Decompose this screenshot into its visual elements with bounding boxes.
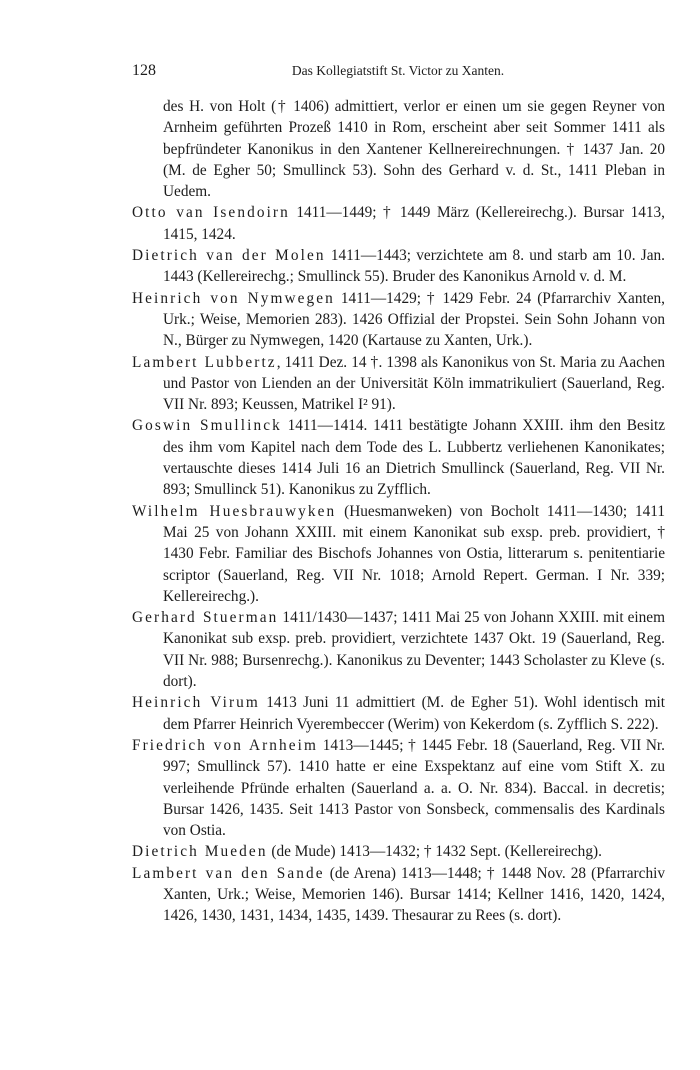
- entry-wilhelm-huesbrauwyken: [132, 501, 665, 607]
- entry-name: Lambert Lubbertz: [132, 353, 277, 371]
- entry-dietrich-mueden: [132, 841, 665, 862]
- entry-continuation: [132, 96, 665, 202]
- entry-text: des H. von Holt († 1406) admittiert, verlor er einen um sie gegen Reyner von Arnheim geführten Prozeß 1410 in Rom, erscheint aber seit Sommer 1411 als bepfründeter Kanonikus in den Xantener Kellnereirechnungen. † 1437 Jan. 20 (M. de Egher 50; Smullinck 53). Sohn des Gerhard v. d. St., 1411 Pleban in Uedem.: [163, 98, 665, 201]
- entry-goswin-smullinck: [132, 415, 665, 500]
- running-title: Das Kollegiatstift St. Victor zu Xanten.: [291, 63, 505, 78]
- entry-text: (Huesmanweken) von Bocholt 1411—1430; 1411 Mai 25 von Johann XXIII. mit einem Kanonikat sub exsp. preb. providiert, † 1430 Febr. Familiar des Bischofs Johannes von Ostia, litterarum s. penitentiarie scriptor (Sauerland, Reg. VII Nr. 1018; Arnold Repert. German. I Nr. 339; Kellereirechg.).: [163, 502, 665, 605]
- entry-name: Heinrich Virum: [132, 694, 260, 712]
- entry-name: Dietrich Mueden: [132, 843, 268, 861]
- entry-text: 1411—1443; verzichtete am 8. und starb am 10. Jan. 1443 (Kellereirechg.; Smullinck 55). Bruder des Kanonikus Arnold v. d. M.: [163, 247, 665, 286]
- entry-text: (de Mude) 1413—1432; † 1432 Sept. (Kellereirechg).: [267, 843, 602, 861]
- entry-name: Otto van Isendoirn: [132, 204, 290, 222]
- entry-list: [132, 96, 665, 927]
- entry-name: Friedrich von Arnheim: [132, 736, 319, 754]
- entry-name: Heinrich von Nymwegen: [132, 289, 335, 307]
- entry-heinrich-virum: [132, 692, 665, 735]
- entry-text: , 1411 Dez. 14 †. 1398 als Kanonikus von St. Maria zu Aachen und Pastor von Lienden an der Universität Köln immatrikuliert (Sauerland, Reg. VII Nr. 893; Keussen, Matrikel I² 91).: [163, 353, 666, 414]
- entry-name: Dietrich van der Molen: [132, 247, 326, 265]
- entry-gerhard-stuerman: [132, 607, 665, 692]
- entry-text: 1411—1414. 1411 bestätigte Johann XXIII. ihm den Besitz des ihm vom Kapitel nach dem Tode des L. Lubbertz verliehenen Kanonikates; vertauschte dieses 1414 Juli 16 an Dietrich Smullinck (Sauerland, Reg. VII Nr. 893; Smullinck 51). Kanonikus zu Zyfflich.: [163, 417, 665, 499]
- entry-name: Lambert van den Sande: [132, 864, 325, 882]
- entry-text: (de Arena) 1413—1448; † 1448 Nov. 28 (Pfarrarchiv Xanten, Urk.; Weise, Memorien 146). Bursar 1414; Kellner 1416, 1420, 1424, 1426, 1430, 1431, 1434, 1435, 1439. Thesaurar zu Rees (s. dort).: [163, 864, 665, 925]
- entry-text: 1413 Juni 11 admittiert (M. de Egher 51). Wohl identisch mit dem Pfarrer Heinrich Vyerembeccer (Werim) von Kekerdom (s. Zyfflich S. 222).: [163, 694, 666, 733]
- entry-name: Gerhard Stuerman: [132, 609, 279, 627]
- entry-dietrich-van-der-molen: [132, 245, 665, 288]
- entry-friedrich-von-arnheim: [132, 735, 665, 841]
- entry-text: 1411—1449; † 1449 März (Kellereirechg.). Bursar 1413, 1415, 1424.: [163, 204, 665, 243]
- entry-text: 1413—1445; † 1445 Febr. 18 (Sauerland, Reg. VII Nr. 997; Smullinck 57). 1410 hatte er eine Exspektanz auf eine vom Stift X. zu verleihende Pfründe erhalten (Sauerland a. a. O. Nr. 834). Baccal. in decretis; Bursar 1426, 1435. Seit 1413 Pastor von Sonsbeck, commensalis des Kardinals von Ostia.: [163, 736, 666, 840]
- entry-text: 1411—1429; † 1429 Febr. 24 (Pfarrarchiv Xanten, Urk.; Weise, Memorien 283). 1426 Offizial der Propstei. Sein Sohn Johann von N., Bürger zu Nymwegen, 1420 (Kartause zu Xanten, Urk.).: [163, 289, 665, 350]
- entry-heinrich-von-nymwegen: [132, 288, 665, 352]
- entry-lambert-van-den-sande: [132, 863, 665, 927]
- entry-otto-van-isendoirn: [132, 202, 665, 245]
- page-header: [132, 62, 664, 82]
- entry-name: Goswin Smullinck: [132, 417, 282, 435]
- entry-lambert-lubbertz: [132, 352, 665, 416]
- entry-text: 1411/1430—1437; 1411 Mai 25 von Johann XXIII. mit einem Kanonikat sub exsp. preb. providiert, verzichtete 1437 Okt. 19 (Sauerland, Reg. VII Nr. 988; Bursenrechg.). Kanonikus zu Deventer; 1443 Scholaster zu Kleve (s. dort).: [163, 609, 665, 691]
- entry-name: Wilhelm Huesbrauwyken: [132, 502, 337, 520]
- page-number: 128: [132, 62, 156, 79]
